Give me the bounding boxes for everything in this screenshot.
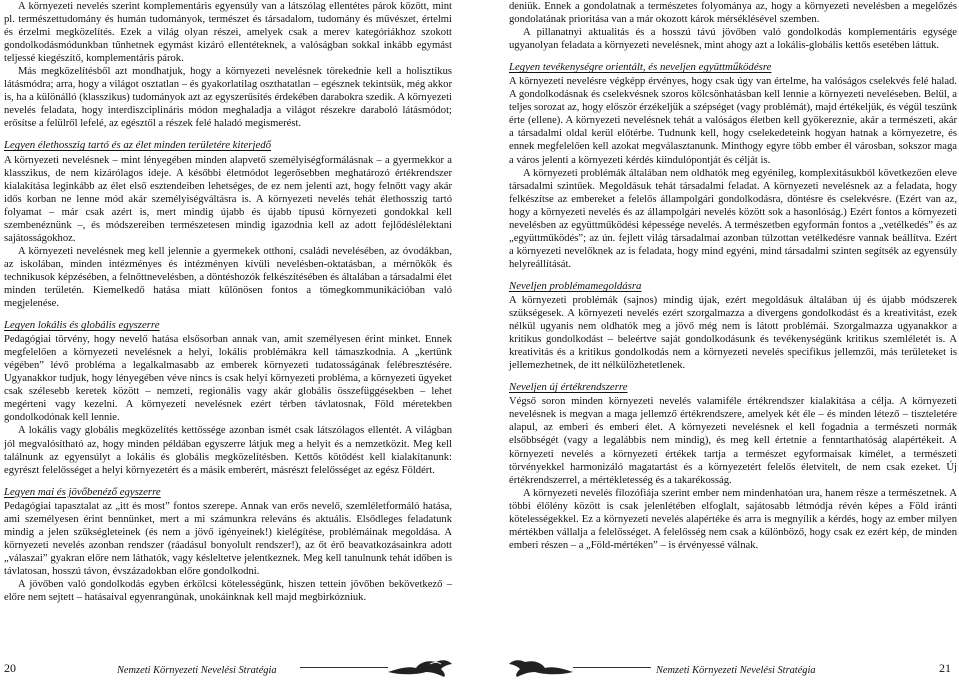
section-heading	[509, 280, 957, 293]
section-heading-text: Legyen tevékenységre orientált, és neveljen együttműködésre	[509, 61, 772, 74]
footer-rule	[573, 667, 651, 668]
body-paragraph: Pedagógiai tapasztalat az „itt és most” fontos szerepe. Annak van erős nevelő, szemléletformáló hatása, ami személyesen érint bennünket, mert a mi számunkra releváns és aktuális. Elsődleges feladatunk mindig a jelen szükségleteinek (és nem a jövő igényeinek!) kielégítése, problémáinak megoldása. A környezeti nevelés azonban rendszer (ráadásul bonyolult rendszer!), az őt érő beavatkozásainkra adott „válaszai” gyakran előre nem láthatók, vagy késleltetve jelentkeznek. Meg kell tanulnunk tehát időben is távlatosan, hosszú távon, évszázadokban előre gondolkodni.	[4, 500, 452, 577]
section-heading	[4, 486, 452, 499]
section-heading-text: Legyen élethosszig tartó és az élet minden területére kiterjedő	[4, 139, 272, 152]
footer-rule	[300, 667, 388, 668]
body-paragraph: A környezeti nevelés filozófiája szerint ember nem mindenhatóan ura, hanem része a természetnek. A többi élőlény között is csak jelenlétében elfoglalt, sajátosabb létmódja révén képes a Föld iránti kötelességekkel. Ez a környezeti nevelés alapértéke és arra is megnyílik a kérdés, hogy az ember milyen mértékben vállalja a felelősséget. A felelősség nem csak a különböző, hogy csak ez ezért kép, de minden emberi részen – a „Föld-mértéken” – is érvényessé válnak.	[509, 487, 957, 551]
left-page-footer	[0, 654, 460, 678]
section-heading	[509, 61, 957, 74]
right-page-footer	[499, 654, 959, 678]
section-heading	[4, 139, 452, 152]
section-heading-text: Neveljen problémamegoldásra	[509, 279, 642, 292]
body-paragraph: deniük. Ennek a gondolatnak a természetes folyománya az, hogy a környezeti nevelésben a megelőzés gondolatának prioritása van a már okozott károk mérséklésével szemben.	[509, 1, 957, 26]
body-paragraph: A környezeti nevelésnek – mint lényegében minden alapvető személyiségformálásnak – a gyermekkor a klasszikus, de nem kizárólagos ideje. A későbbi életmódot legerősebben meghatározó értékrendszer kialakítása leginkább az élet első esztendeiben lehetséges, de ez nem jelenti azt, hogy felnőtt vagy akár idős korban ne lenne mód akár személyiségváltásra is. A környezeti nevelés tehát élethosszig tartó folyamat – már csak azért is, mert mindig újabb és újabb típusú környezeti gondokkal kell szembenéznünk –, és módszereiben természetesen mindig igazodnia kell az adott fejlődéslélektani sajátosságokhoz.	[4, 154, 452, 244]
left-page-text-column	[0, 0, 460, 650]
body-paragraph: A lokális vagy globális megközelítés kettőssége azonban ismét csak látszólagos ellentét. A világban jól megvalósítható az, hogy minden példában egyszerre látjuk meg a helyit és a nemzetközit. Meg kell találnunk az egyensúlyt a lokális és globális megközelítésben. Kettős kötődést kell kialakítanunk: egyrészt felelősséget a helyi környezetért és a másik emberért, másrészt felelősséget az egész Földért.	[4, 425, 452, 476]
left-page-journal-title: Nemzeti Környezeti Nevelési Stratégia	[117, 665, 277, 676]
body-paragraph: Végső soron minden környezeti nevelés valamiféle értékrendszer kialakítása a célja. A környezeti nevelésnek is megvan a maga jellemző értékrendszere, amelyek két éle – és minden létező – tiszteletére alapul, az emberi és emberi élet. A környezeti nevelésnek el kell fogadnia a természeti normák elsőbbségét (vagy a legalábbis nem mindig), és meg kell értetnie a fenntarthatóság alapértékeit. A környezeti nevelés a környezeti értékek tartja a természet egyformaisak kímélet, a természeti törvényekkel harmonizáló magatartást és a környezetért felelős életvitelt, de nem csak ezeket. Új értékrendszerrel, a mértékletesség és a takarékosság.	[509, 396, 957, 486]
body-paragraph: A környezeti nevelésnek meg kell jelennie a gyermekek otthoni, családi nevelésében, az óvodákban, az iskolában, minden intézményes és intézményen kívüli nevelésben-oktatásban, a mérnökök és technikusok képzésében, a felnőttnevelésben, a döntéshozók felkészítésében és általában a társadalmi élet minden területén. Kiemelkedő hatása miatt különösen fontos a tömegkommunikációban való megjelenése.	[4, 245, 452, 310]
bird-ornament-icon	[386, 656, 456, 678]
section-heading-text: Neveljen új értékrendszerre	[509, 381, 628, 394]
right-page	[499, 0, 959, 684]
left-page-number: 20	[4, 661, 16, 675]
body-paragraph: A környezeti nevelés szerint komplementáris egyensúly van a látszólag ellentétes párok között, mint pl. természettudomány és humán tudományok, természet és társadalom, tudomány és művészet, értelmi és érzelmi megközelítés. Ezek a világ olyan részei, amelyek csak a merev kategóriákhoz szokott gondolkodásmódunkban tűnhetnek egymást kizáró ellentéteknek, a valóságban sokkal inkább egymást teljessé kiegészítő, komplementáris párok.	[4, 1, 452, 65]
section-heading-text: Legyen lokális és globális egyszerre	[4, 319, 160, 332]
body-paragraph: A jövőben való gondolkodás egyben érkölcsi kötelességünk, hiszen tettein jövőben bekövetkező – előre nem sejtett – hatásaival egyenrangúnak, unokáinknak kell majd megbirkózniuk.	[4, 578, 452, 604]
section-heading-text: Legyen mai és jövőbenéző egyszerre	[4, 485, 161, 498]
body-paragraph: A pillanatnyi aktualitás és a hosszú távú jövőben való gondolkodás komplementáris egysége ugyanolyan feladata a környezeti nevelésnek, mint ahogy azt a lokális-globális kettős esetében láttuk.	[509, 27, 957, 52]
section-heading	[4, 319, 452, 332]
bird-ornament-icon	[505, 656, 575, 678]
body-paragraph: A környezeti nevelésre végképp érvényes, hogy csak úgy van értelme, ha valóságos cselekvés felé halad. A gondolkodásnak és cselekvésnek szoros kölcsönhatásban kell lennie a környezeti neveléseben. Belül, a teljes sorozat az, hogy először érzékeljük a szépséget (vagy problémát), majd értékeljük, és végül teszünk érte (ellene). A környezeti nevelésnek tehát a valóságos életben kell gyökereznie, akár a természeti, akár a társadalmi oldal kerül előtérbe. Tudnunk kell, hogy cselekedeteink hogyan hatnak a környezetre, és ennek megfelelően kell azokat megválasztanunk. Minthogy egyre több ember él városban, sokszor maga a város jelenti a környezeti kérdés kiindulópontját és célját is.	[509, 76, 957, 166]
left-page	[0, 0, 460, 684]
body-paragraph: A környezeti problémák (sajnos) mindig újak, ezért megoldásuk általában új és újabb módszerek szükségesek. A környezeti nevelés ezért szorgalmazza a divergens gondolkodást és a kreativitást, ezek nélkül ugyanis nem oldhatók meg a jövő még nem is látott problémái. Szorgalmazza ugyanakkor a kritikus gondolkodást – beleértve saját gondolkodásunk és tevékenységünk kritikus szemléletét is. A kreativitás és a kritikus gondolkodás nem a környezeti nevelés specifikus jellemzői, más területeket is jellemezhetnek, de itt nélkülözhetetlenek.	[509, 294, 957, 372]
body-paragraph: A környezeti problémák általában nem oldhatók meg egyénileg, komplexitásukból következően eleve társadalmi szintűek. Megoldásuk tehát társadalmi feladat. A környezeti nevelésnek az a feladata, hogy felkészítse az embereket a felelős állampolgári gondolkodásra, döntésre és cselekvésre. (Ezért van az, hogy a környezeti nevelés és az állampolgári nevelés között sok a hasonlóság.) Ezért fontos a környezeti nevelésben az együttműködési képessége nevelés. A természetben egyformán fontos a „vetélkedés” és az „együttműködés”; az ún. fejlett világ társadalmai azonban túlzottan vetélkedésre vannak beállítva. Ezért a környezeti nevelőknek az is feladata, hogy mind egyéni, mind társadalmi szinten segítsék az egyensúly helyreállítását.	[509, 167, 957, 270]
right-page-text-column	[499, 0, 959, 650]
right-page-journal-title: Nemzeti Környezeti Nevelési Stratégia	[656, 665, 816, 676]
section-heading	[509, 381, 957, 394]
body-paragraph: Más megközelítésből azt mondhatjuk, hogy a környezeti nevelésnek törekednie kell a holisztikus látásmódra; arra, hogy a világot osztatlan – és gyakorlatilag oszthatatlan – egésznek tekintsük, még akkor is, ha a különálló (klasszikus) tudományok azt az egyszerűsítés érdekében darabokra szedik. A környezeti nevelés feladata, hogy interdiszciplináris módon meghaladja a világot részekre daraboló látásmódot; erősítse a felülről lefelé, az egésztől a részek felé haladó megismerést.	[4, 66, 452, 130]
body-paragraph: Pedagógiai törvény, hogy nevelő hatása elsősorban annak van, amit személyesen érint minket. Ennek megfelelően a környezeti nevelésnek a helyi, lokális problémákra kell támaszkodnia. A „kertünk végében” lévő probléma a legalkalmasabb az emberek környezeti tudatosságának felébresztésére. Ugyanakkor tudjuk, hogy lényegében véve nincs is csak helyi környezeti probléma, a környezeti ügyeket csak szélesebb keretek között – nemzeti, regionális vagy akár globális összefüggésekben – lehet megérteni vagy kezelni. A környezeti nevelésnek ezért térben távlatosnak, Föld méretekben gondolkodónak kell lennie.	[4, 334, 452, 424]
right-page-number: 21	[939, 661, 951, 675]
